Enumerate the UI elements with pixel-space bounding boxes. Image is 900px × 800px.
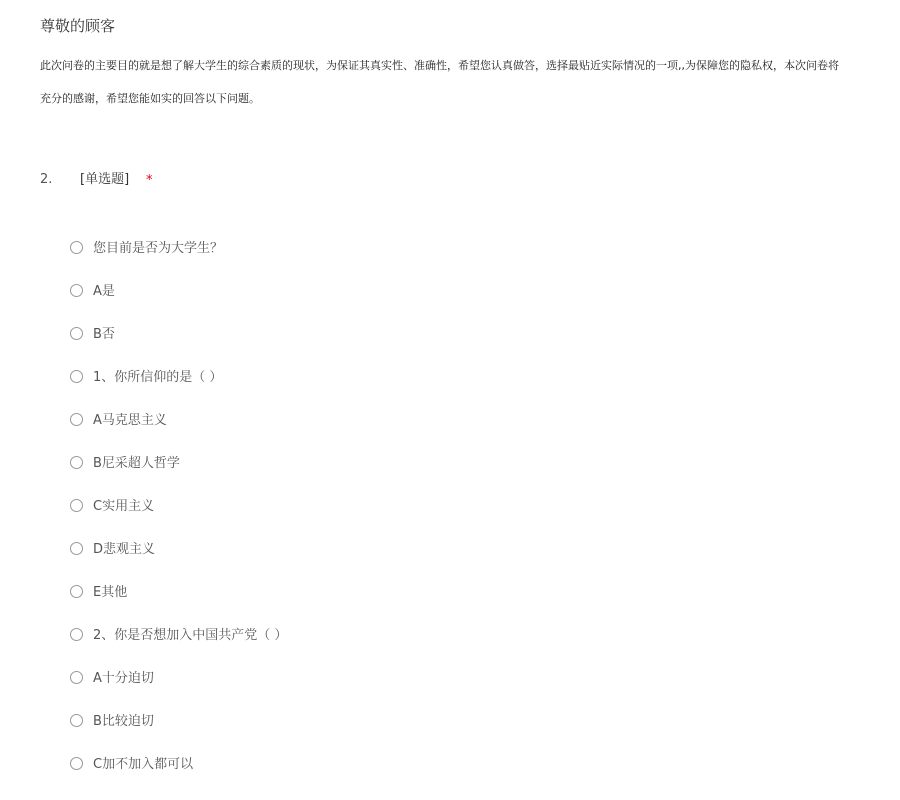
option-label[interactable]: 您目前是否为大学生？: [93, 241, 224, 256]
radio-button[interactable]: [70, 327, 83, 340]
radio-button[interactable]: [70, 585, 83, 598]
option-label[interactable]: A十分迫切: [93, 671, 154, 686]
option-label[interactable]: A马克思主义: [93, 413, 167, 428]
option-label[interactable]: 2、你是否想加入中国共产党（ ）: [93, 628, 288, 643]
option-label[interactable]: B尼采超人哲学: [93, 456, 180, 471]
radio-button[interactable]: [70, 413, 83, 426]
option-label[interactable]: A是: [93, 284, 115, 299]
radio-button[interactable]: [70, 499, 83, 512]
radio-button[interactable]: [70, 757, 83, 770]
radio-button[interactable]: [70, 370, 83, 383]
question-number: 2.: [40, 172, 53, 187]
radio-button[interactable]: [70, 714, 83, 727]
required-asterisk: *: [146, 173, 153, 188]
radio-button[interactable]: [70, 241, 83, 254]
question-type-label: [单选题]: [80, 172, 130, 187]
survey-intro-line-2: 充分的感谢，希望您能如实的回答以下问题。: [40, 92, 260, 105]
radio-button[interactable]: [70, 542, 83, 555]
radio-button[interactable]: [70, 456, 83, 469]
radio-button[interactable]: [70, 284, 83, 297]
radio-button[interactable]: [70, 671, 83, 684]
survey-intro-line-1: 此次问卷的主要目的就是想了解大学生的综合素质的现状，为保证其真实性、准确性，希望您认真做答，选择最贴近实际情况的一项,,为保障您的隐私权，本次问卷将: [40, 59, 839, 72]
option-label[interactable]: D悲观主义: [93, 542, 156, 557]
option-label[interactable]: E其他: [93, 585, 128, 600]
option-label[interactable]: 1、你所信仰的是（ ）: [93, 370, 223, 385]
survey-greeting: 尊敬的顾客: [40, 17, 116, 35]
option-label[interactable]: C加不加入都可以: [93, 757, 194, 772]
option-label[interactable]: B否: [93, 327, 115, 342]
radio-button[interactable]: [70, 628, 83, 641]
option-label[interactable]: C实用主义: [93, 499, 155, 514]
option-label[interactable]: B比较迫切: [93, 714, 154, 729]
